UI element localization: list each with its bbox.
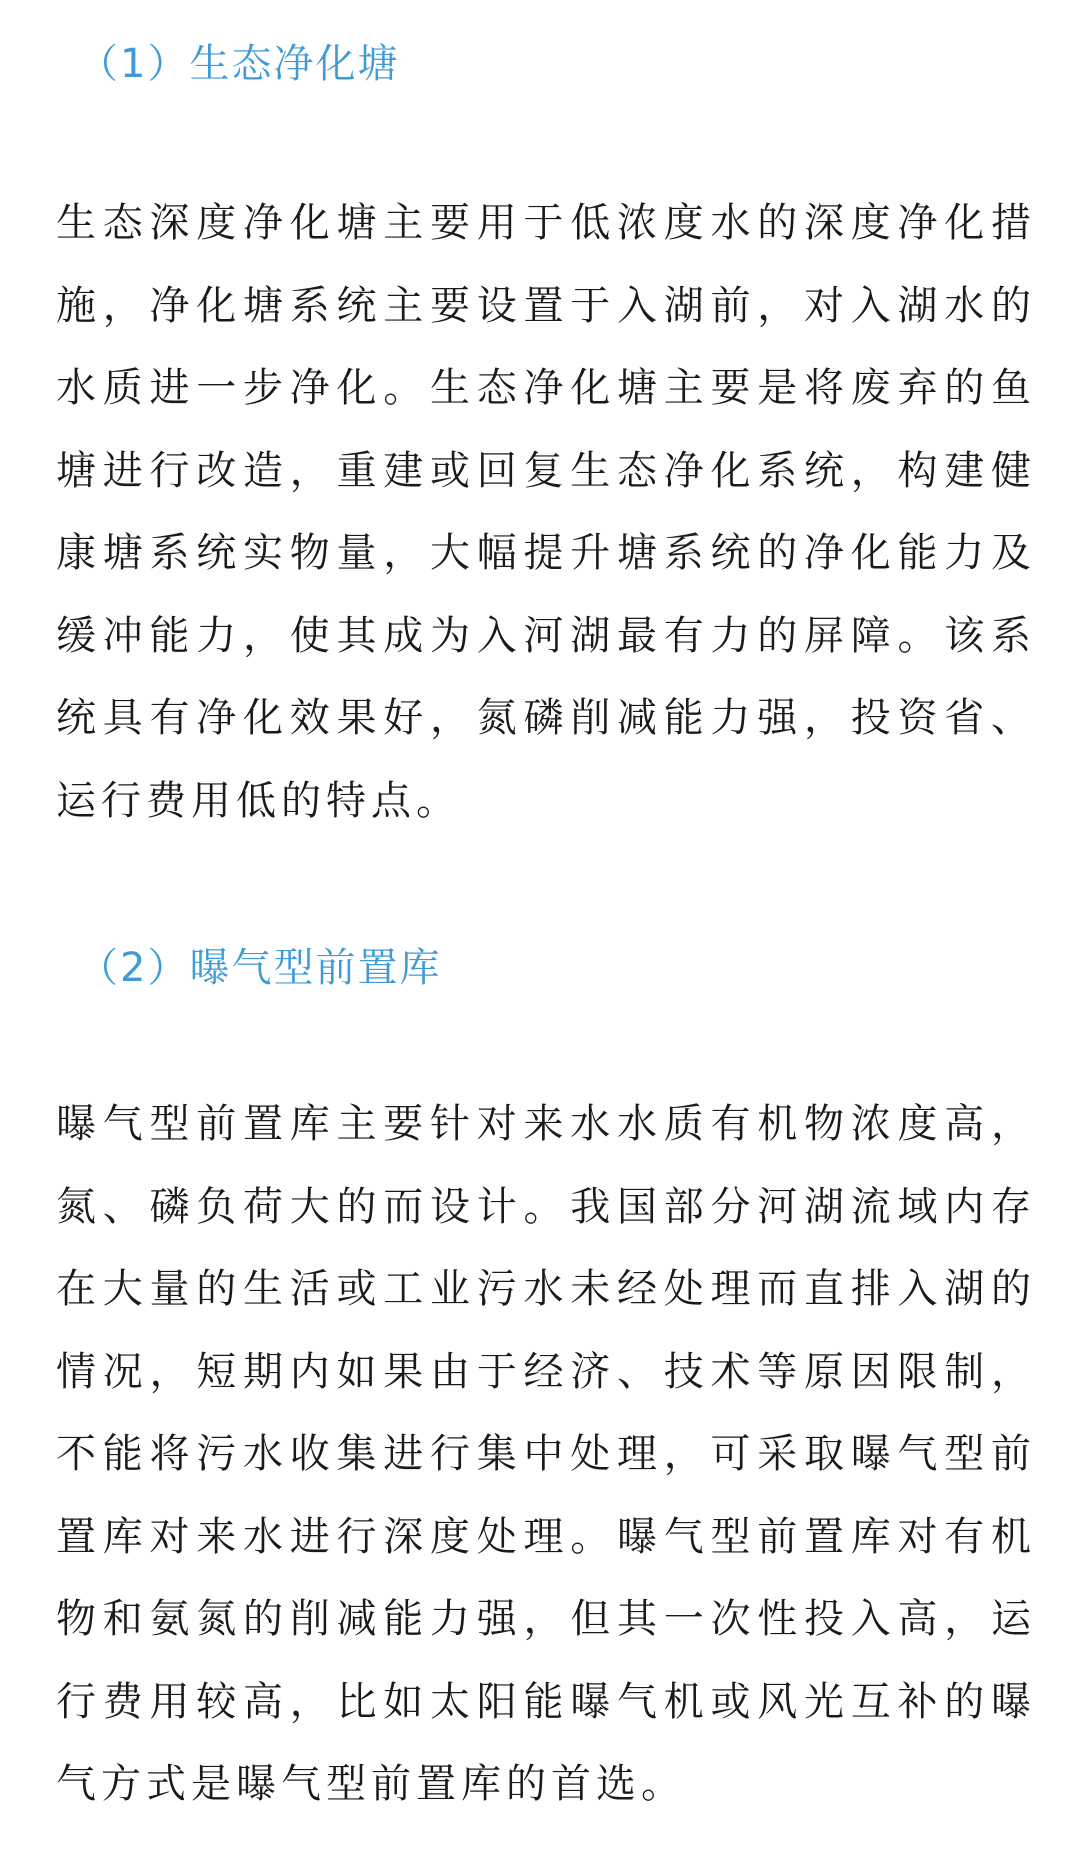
section-heading-ecological-purification-pond: （1）生态净化塘 [78,41,400,87]
section-heading-aerated-pre-reservoir: （2）曝气型前置库 [78,945,442,991]
section-paragraph-ecological-purification-pond: 生态深度净化塘主要用于低浓度水的深度净化措施，净化塘系统主要设置于入湖前，对入湖水的水质进一步净化。生态净化塘主要是将废弃的鱼塘进行改造，重建或回复生态净化系统，构建健康塘系统实物量，大幅提升塘系统的净化能力及缓冲能力，使其成为入河湖最有力的屏障。该系统具有净化效果好，氮磷削减能力强，投资省、运行费用低的特点。 [56,200,1036,824]
section-paragraph-aerated-pre-reservoir: 曝气型前置库主要针对来水水质有机物浓度高，氮、磷负荷大的而设计。我国部分河湖流域内存在大量的生活或工业污水未经处理而直排入湖的情况，短期内如果由于经济、技术等原因限制，不能将污水收集进行集中处理，可采取曝气型前置库对来水进行深度处理。曝气型前置库对有机物和氨氮的削减能力强，但其一次性投入高，运行费用较高，比如太阳能曝气机或风光互补的曝气方式是曝气型前置库的首选。 [56,1101,1036,1807]
